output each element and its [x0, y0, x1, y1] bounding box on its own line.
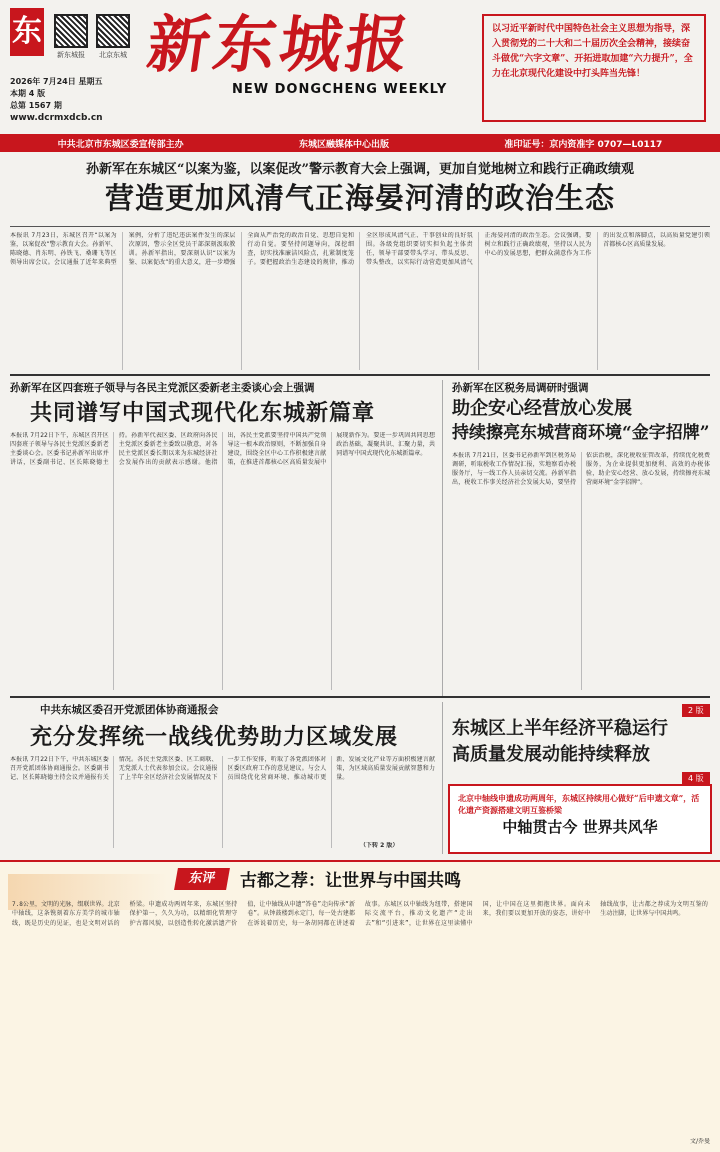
qr-caption: 新东城报 — [57, 51, 85, 59]
story-pretitle: 孙新军在区四套班子领导与各民主党派区委新老主委谈心会上强调 — [10, 382, 315, 394]
column-badge: 东评 — [174, 868, 230, 890]
newspaper-nameplate: 新东城报 — [142, 8, 418, 81]
issue-number: 总第 1567 期 — [10, 101, 62, 110]
publisher: 东城区融媒体中心出版 — [299, 139, 390, 150]
divider — [442, 702, 443, 854]
lead-story-headline[interactable]: 营造更加风清气正海晏河清的政治生态 — [104, 181, 615, 215]
page-tag: 2 版 — [682, 704, 710, 717]
qr-code-icon — [96, 14, 130, 48]
lead-story-pretitle: 孙新军在东城区“以案为鉴，以案促改”警示教育大会上强调，更加自觉地树立和践行正确政绩观 — [86, 162, 634, 177]
divider — [10, 226, 710, 227]
story-headline-1[interactable]: 助企安心经营放心发展 — [452, 398, 632, 419]
feature-signature: 文/乔曼 — [689, 1138, 710, 1145]
newspaper-nameplate-en: NEW DONGCHENG WEEKLY — [232, 82, 448, 97]
story-pretitle: 孙新军在区税务局调研时强调 — [452, 382, 589, 394]
continued-note: （下转 2 版） — [360, 842, 399, 849]
story-body: 本报讯 7月21日，区委书记孙新军到区税务局调研，听取税收工作情况汇报，实地察看办税服务厅，与一线工作人员亲切交流。孙新军指出，税收工作事关经济社会发展大局，要坚持依法治税，深化税收征管改革，持续优化税费服务，为企业提供更加便利、高效的办税体验，助企安心经营、放心发展，持续擦亮东城营商环境“金字招牌”。 — [452, 452, 710, 486]
teaser-headline-1[interactable]: 东城区上半年经济平稳运行 — [452, 718, 668, 739]
publication-info-bar — [0, 134, 720, 152]
callout-headline: 中轴贯古今 世界共风华 — [502, 818, 658, 836]
website-link[interactable]: www.dcrmxdcb.cn — [10, 113, 103, 123]
lead-story-body: 本报讯 7月23日，东城区召开“以案为鉴，以案促改”警示教育大会。孙新军、陈晓德、肖东明、孙铁飞、桑珊飞等区领导出席会议。会议通报了近年来典型案例，分析了违纪违法案件发生的深层次原因，警示全区党员干部深刻汲取教训。孙新军指出，要深刻认识“以案为鉴、以案促改”的重大意义，进一步增强全面从严治党的政治自觉、思想自觉和行动自觉。要坚持问题导向，深挖细查，切实找准廉洁风险点，扎紧制度笼子。要把握政治生态建设的规律，推动全区形成风清气正、干事创业的良好氛围。各级党组织要切实担负起主体责任，领导干部要带头学习、带头反思、带头整改，以实际行动营造更加风清气正海晏河清的政治生态。会议强调，要树立和践行正确政绩观，坚持以人民为中心的发展思想，把群众满意作为工作的出发点和落脚点，以高质量党建引领首都核心区高质量发展。 — [10, 232, 710, 266]
feature-headline[interactable]: 古都之荐：让世界与中国共鸣 — [240, 871, 461, 891]
edition-count: 本期 4 版 — [10, 89, 46, 98]
divider — [10, 374, 710, 376]
feature-body: 7.8公里，文明的光脉，缀联世界。北京中轴线，这条镌刻着东方美学的城市轴线，既是历史的见证，也是文明对话的桥梁。申遗成功两周年来，东城区坚持保护第一，久久为功，以精细化管理守护古都风貌，以创造性转化激活遗产价值，让中轴线从申遗“答卷”走向传承“新卷”。从钟鼓楼到永定门，每一处古建都在诉说着历史，每一条胡同都在讲述着故事。东城区以中轴线为纽带，搭建国际交流平台，推动文化遗产“走出去”和“引进来”，让世界在这里读懂中国，让中国在这里拥抱世界。面向未来，我们要以更加开放的姿态，讲好中轴线故事，让古都之荐成为文明互鉴的生动注脚，让世界与中国共鸣。 — [12, 901, 708, 927]
story-body: 本报讯 7月22日下午，东城区召开区四套班子领导与各民主党派区委新老主委谈心会。区委书记孙新军出席并讲话，区委副书记、区长陈晓德主持。孙新军代表区委、区政府向各民主党派区委新老主委致以敬意，对各民主党派区委长期以来为东城经济社会发展作出的贡献表示感谢。他指出，各民主党派要坚持中国共产党领导这一根本政治原则，不断加强自身建设，围绕全区中心工作积极建言献策，在推进首都核心区高质量发展中展现新作为。要进一步巩固共同思想政治基础，凝聚共识、汇聚力量，共同谱写中国式现代化东城新篇章。 — [10, 432, 435, 466]
story-headline-2[interactable]: 持续擦亮东城营商环境“金字招牌” — [452, 423, 710, 443]
callout-text: 北京中轴线申遗成功两周年，东城区持续用心做好“后申遗文章”，活化遗产资源搭建文明互鉴桥梁 — [458, 793, 700, 815]
story-headline[interactable]: 充分发挥统一战线优势助力区域发展 — [30, 724, 399, 750]
story-body: 本报讯 7月22日下午，中共东城区委召开党派团体协商通报会。区委副书记、区长陈晓德主持会议并通报有关情况。各民主党派区委、区工商联、无党派人士代表参加会议。会议通报了上半年全区经济社会发展情况及下一步工作安排，听取了各党派团体对区委区政府工作的意见建议。与会人员围绕优化营商环境、推动城市更新、发展文化产业等方面积极建言献策，为区域高质量发展贡献智慧和力量。 — [10, 756, 435, 781]
callout-box[interactable] — [448, 784, 712, 854]
newspaper-logo-icon: 东 — [10, 8, 44, 56]
slogan-box: 以习近平新时代中国特色社会主义思想为指导，深入贯彻党的二十大和二十届历次全会精神，接续奋斗做优“六字文章”、开拓进取加建“六力提升”，全力在北京现代化建设中打头阵当先锋！ — [482, 14, 706, 122]
qr-caption: 北京东城 — [99, 51, 127, 59]
divider — [10, 696, 710, 698]
story-headline[interactable]: 共同谱写中国式现代化东城新篇章 — [30, 400, 376, 426]
divider — [442, 380, 443, 698]
teaser-headline-2[interactable]: 高质量发展动能持续释放 — [452, 744, 650, 765]
story-pretitle: 中共东城区委召开党派团体协商通报会 — [40, 704, 219, 716]
issue-date: 2026年 7月24日 星期五 — [10, 77, 103, 86]
print-permit: 准印证号：京内资准字 0707—L0117 — [504, 139, 663, 150]
qr-code-icon — [54, 14, 88, 48]
sponsor-org: 中共北京市东城区委宣传部主办 — [57, 139, 184, 150]
page-tag: 4 版 — [682, 772, 710, 785]
